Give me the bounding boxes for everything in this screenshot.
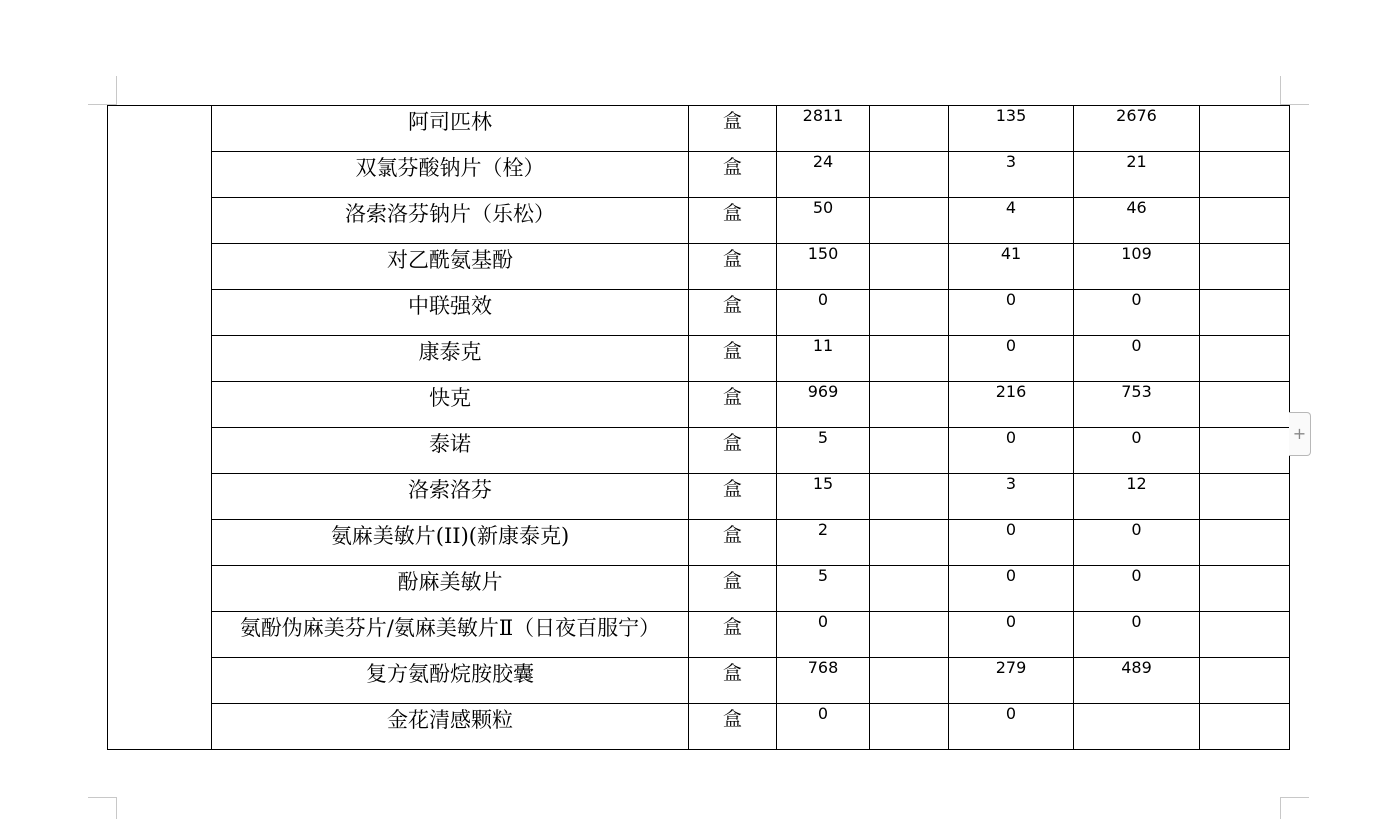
unit-cell[interactable]: 盒 [689, 336, 777, 382]
quantity-cell[interactable]: 0 [949, 704, 1074, 750]
quantity-cell[interactable]: 969 [777, 382, 870, 428]
quantity-cell[interactable]: 21 [1074, 152, 1200, 198]
medicine-name-cell[interactable]: 泰诺 [212, 428, 689, 474]
quantity-cell[interactable]: 0 [949, 428, 1074, 474]
empty-cell[interactable] [1200, 704, 1290, 750]
quantity-cell[interactable]: 15 [777, 474, 870, 520]
empty-cell[interactable] [870, 520, 949, 566]
table-row [108, 428, 1290, 474]
empty-cell[interactable] [1200, 336, 1290, 382]
quantity-cell[interactable]: 0 [949, 520, 1074, 566]
table-row [108, 612, 1290, 658]
quantity-cell[interactable]: 279 [949, 658, 1074, 704]
quantity-cell[interactable]: 0 [1074, 336, 1200, 382]
medicine-name-cell[interactable]: 快克 [212, 382, 689, 428]
table-row [108, 566, 1290, 612]
unit-cell[interactable]: 盒 [689, 428, 777, 474]
medicine-name-cell[interactable]: 洛索洛芬 [212, 474, 689, 520]
quantity-cell[interactable]: 489 [1074, 658, 1200, 704]
empty-cell[interactable] [870, 428, 949, 474]
unit-cell[interactable]: 盒 [689, 474, 777, 520]
quantity-cell[interactable]: 2 [777, 520, 870, 566]
quantity-cell[interactable]: 11 [777, 336, 870, 382]
page-corner-mark-bottom-left [88, 797, 117, 798]
table-row [108, 198, 1290, 244]
medicine-name-cell[interactable]: 氨麻美敏片(II)(新康泰克) [212, 520, 689, 566]
medicine-name-cell[interactable]: 复方氨酚烷胺胶囊 [212, 658, 689, 704]
medicine-name-cell[interactable]: 金花清感颗粒 [212, 704, 689, 750]
table-row [108, 474, 1290, 520]
empty-cell[interactable] [870, 290, 949, 336]
unit-cell[interactable]: 盒 [689, 520, 777, 566]
quantity-cell[interactable]: 41 [949, 244, 1074, 290]
quantity-cell[interactable]: 3 [949, 474, 1074, 520]
empty-cell[interactable] [1200, 474, 1290, 520]
quantity-cell[interactable]: 0 [949, 290, 1074, 336]
quantity-cell[interactable] [1074, 704, 1200, 750]
empty-cell[interactable] [1200, 428, 1290, 474]
unit-cell[interactable]: 盒 [689, 566, 777, 612]
empty-cell[interactable] [870, 382, 949, 428]
table-row [108, 704, 1290, 750]
empty-cell[interactable] [1200, 152, 1290, 198]
empty-cell[interactable] [870, 474, 949, 520]
quantity-cell[interactable]: 0 [949, 566, 1074, 612]
page-corner-mark-bottom-right [1280, 797, 1309, 798]
quantity-cell[interactable]: 768 [777, 658, 870, 704]
quantity-cell[interactable]: 24 [777, 152, 870, 198]
quantity-cell[interactable]: 4 [949, 198, 1074, 244]
page-corner-mark-top-right [1280, 76, 1281, 105]
quantity-cell[interactable]: 753 [1074, 382, 1200, 428]
page-corner-mark-bottom-left [116, 797, 117, 819]
quantity-cell[interactable]: 50 [777, 198, 870, 244]
empty-cell[interactable] [870, 704, 949, 750]
quantity-cell[interactable]: 150 [777, 244, 870, 290]
medicine-name-cell[interactable]: 洛索洛芬钠片（乐松） [212, 198, 689, 244]
medicine-name-cell[interactable]: 氨酚伪麻美芬片/氨麻美敏片Ⅱ（日夜百服宁） [212, 612, 689, 658]
quantity-cell[interactable]: 0 [1074, 566, 1200, 612]
quantity-cell[interactable]: 0 [777, 290, 870, 336]
empty-cell[interactable] [870, 152, 949, 198]
table-row [108, 382, 1290, 428]
quantity-cell[interactable]: 0 [777, 704, 870, 750]
quantity-cell[interactable]: 3 [949, 152, 1074, 198]
medicine-name-cell[interactable]: 中联强效 [212, 290, 689, 336]
empty-cell[interactable] [870, 612, 949, 658]
unit-cell[interactable]: 盒 [689, 106, 777, 152]
empty-cell[interactable] [1200, 382, 1290, 428]
unit-cell[interactable]: 盒 [689, 244, 777, 290]
medicine-name-cell[interactable]: 阿司匹林 [212, 106, 689, 152]
medicine-inventory-table [107, 105, 1290, 750]
quantity-cell[interactable]: 216 [949, 382, 1074, 428]
medicine-name-cell[interactable]: 双氯芬酸钠片（栓） [212, 152, 689, 198]
unit-cell[interactable]: 盒 [689, 612, 777, 658]
empty-cell[interactable] [870, 244, 949, 290]
unit-cell[interactable]: 盒 [689, 198, 777, 244]
quantity-cell[interactable]: 0 [949, 336, 1074, 382]
empty-cell[interactable] [1200, 612, 1290, 658]
empty-cell[interactable] [870, 658, 949, 704]
table-row [108, 106, 1290, 152]
empty-cell[interactable] [870, 566, 949, 612]
empty-cell[interactable] [870, 106, 949, 152]
quantity-cell[interactable]: 0 [1074, 612, 1200, 658]
medicine-name-cell[interactable]: 康泰克 [212, 336, 689, 382]
empty-cell[interactable] [1200, 244, 1290, 290]
medicine-name-cell[interactable]: 对乙酰氨基酚 [212, 244, 689, 290]
quantity-cell[interactable]: 5 [777, 428, 870, 474]
add-row-button[interactable]: + [1289, 412, 1311, 456]
unit-cell[interactable]: 盒 [689, 704, 777, 750]
empty-cell[interactable] [1200, 566, 1290, 612]
table-row [108, 658, 1290, 704]
table-row [108, 290, 1290, 336]
empty-cell[interactable] [1200, 106, 1290, 152]
unit-cell[interactable]: 盒 [689, 382, 777, 428]
quantity-cell[interactable]: 109 [1074, 244, 1200, 290]
quantity-cell[interactable]: 5 [777, 566, 870, 612]
quantity-cell[interactable]: 46 [1074, 198, 1200, 244]
quantity-cell[interactable]: 2811 [777, 106, 870, 152]
quantity-cell[interactable]: 0 [949, 612, 1074, 658]
empty-cell[interactable] [870, 198, 949, 244]
quantity-cell[interactable]: 0 [1074, 290, 1200, 336]
quantity-cell[interactable]: 135 [949, 106, 1074, 152]
empty-cell[interactable] [1200, 290, 1290, 336]
table-row [108, 520, 1290, 566]
unit-cell[interactable]: 盒 [689, 658, 777, 704]
unit-cell[interactable]: 盒 [689, 290, 777, 336]
quantity-cell[interactable]: 12 [1074, 474, 1200, 520]
medicine-name-cell[interactable]: 酚麻美敏片 [212, 566, 689, 612]
quantity-cell[interactable]: 0 [1074, 520, 1200, 566]
empty-cell[interactable] [1200, 520, 1290, 566]
empty-cell[interactable] [870, 336, 949, 382]
quantity-cell[interactable]: 0 [777, 612, 870, 658]
table-row [108, 244, 1290, 290]
quantity-cell[interactable]: 0 [1074, 428, 1200, 474]
empty-cell[interactable] [1200, 658, 1290, 704]
page-corner-mark-bottom-right [1280, 797, 1281, 819]
table-row [108, 336, 1290, 382]
table-row [108, 152, 1290, 198]
category-cell[interactable] [108, 106, 212, 750]
empty-cell[interactable] [1200, 198, 1290, 244]
page-corner-mark-top-left [116, 76, 117, 105]
quantity-cell[interactable]: 2676 [1074, 106, 1200, 152]
unit-cell[interactable]: 盒 [689, 152, 777, 198]
